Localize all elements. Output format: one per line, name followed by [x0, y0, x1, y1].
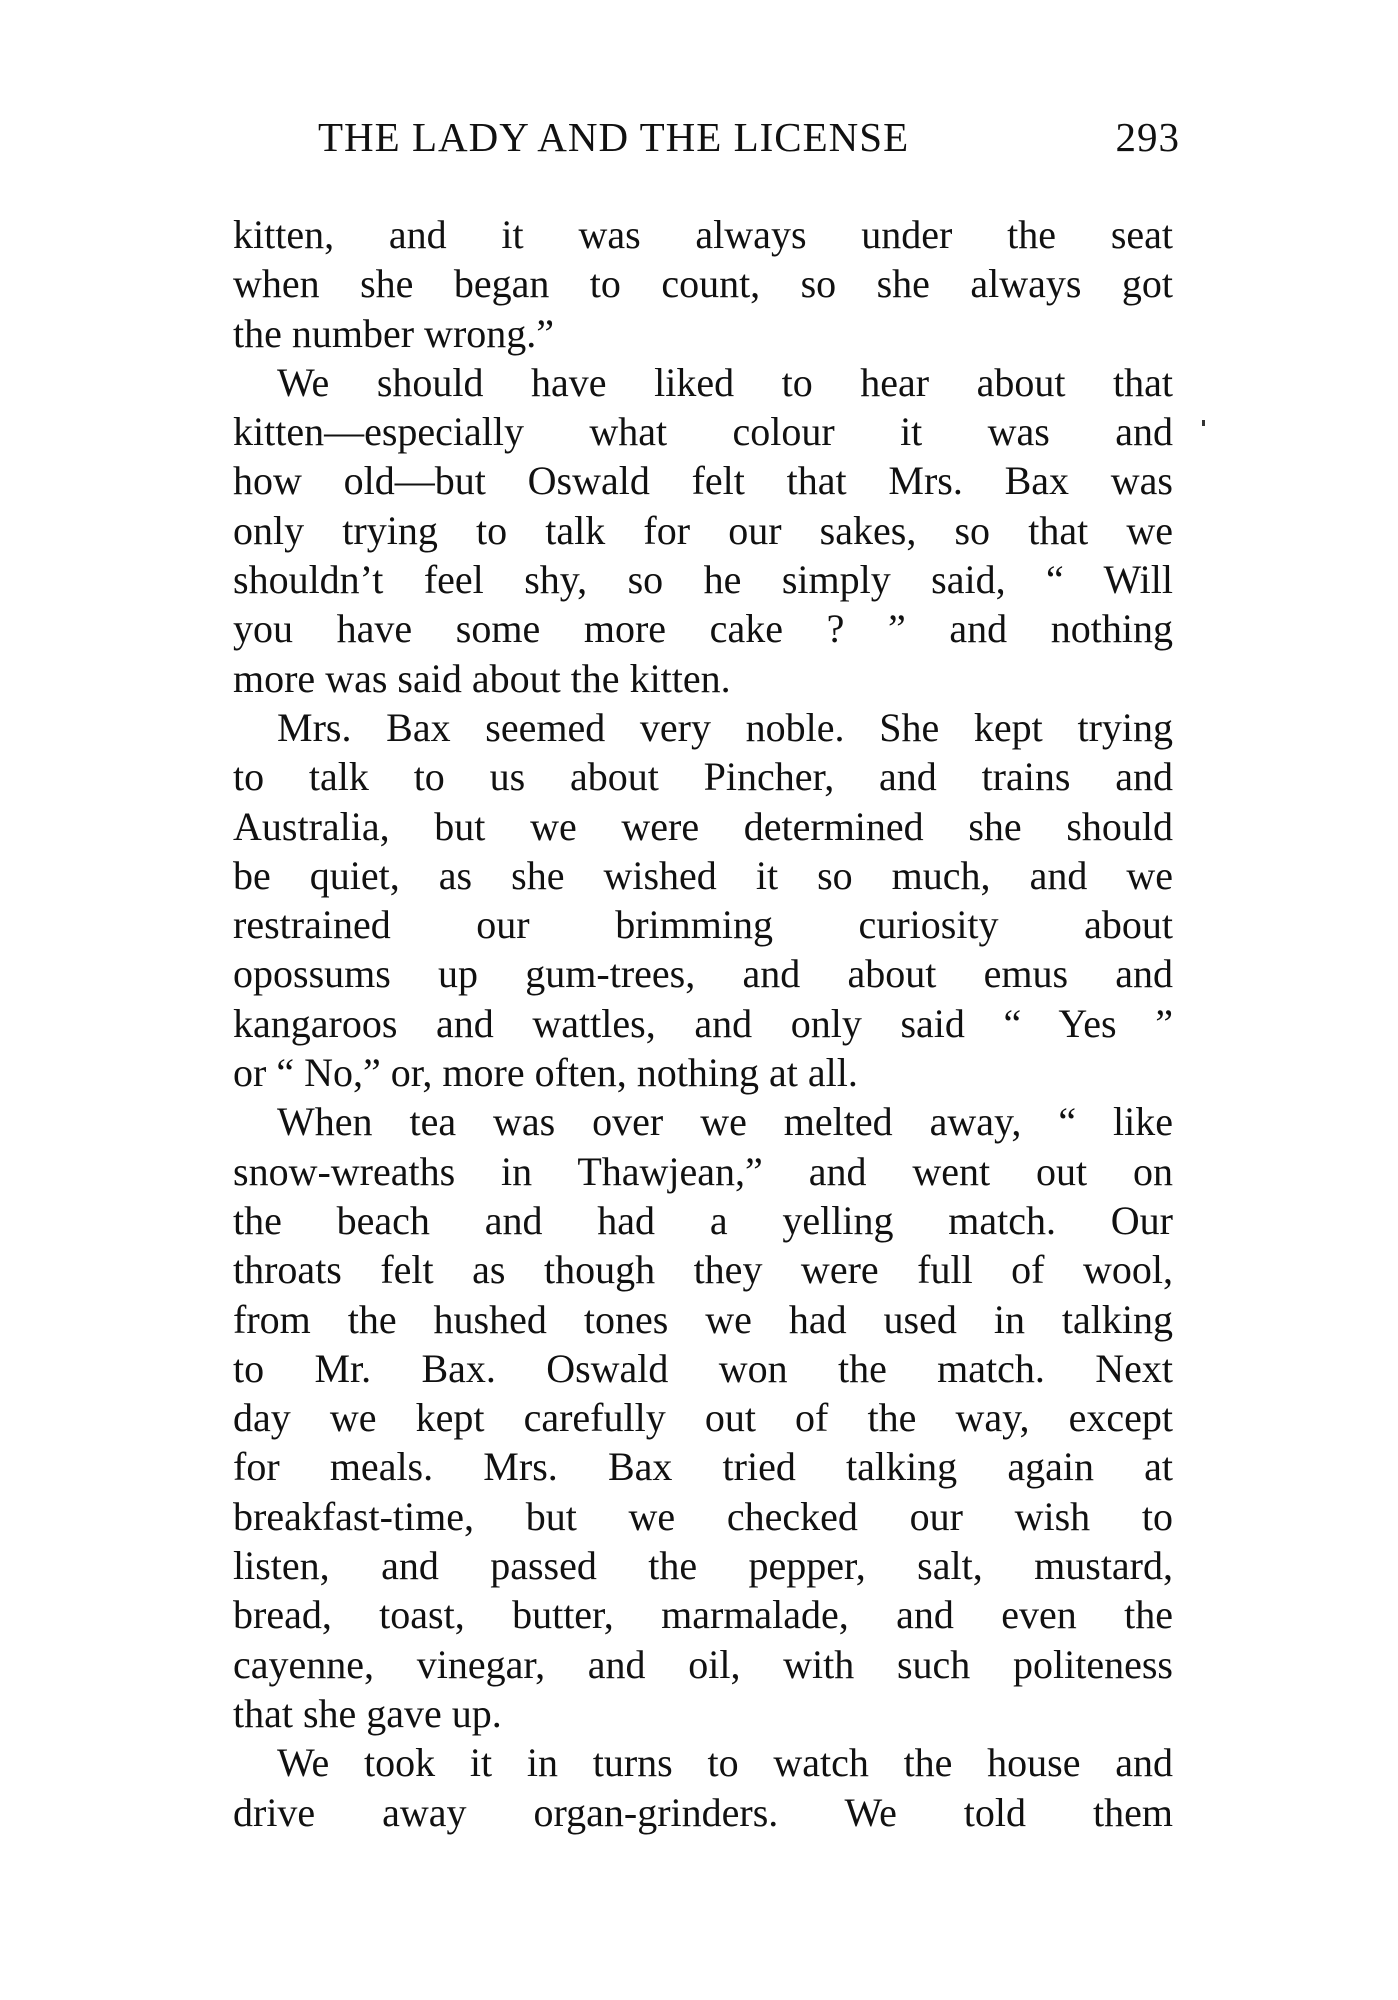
- text-line: day we kept carefully out of the way, except: [233, 1395, 1173, 1441]
- running-head: [318, 112, 1180, 162]
- text-line: opossums up gum-trees, and about emus and: [233, 951, 1173, 997]
- text-line: shouldn’t feel shy, so he simply said, “ Will: [233, 557, 1173, 603]
- text-line: for meals. Mrs. Bax tried talking again at: [233, 1444, 1173, 1490]
- text-line: from the hushed tones we had used in talking: [233, 1296, 1173, 1342]
- text-line: that she gave up.: [233, 1690, 502, 1736]
- text-line: more was said about the kitten.: [233, 655, 731, 701]
- text-line: the number wrong.”: [233, 310, 555, 356]
- running-head-title: THE LADY AND THE LICENSE: [318, 114, 910, 160]
- text-line: kitten, and it was always under the seat: [233, 212, 1173, 257]
- text-line: We took it in turns to watch the house and: [277, 1740, 1173, 1786]
- text-line: Australia, but we were determined she should: [233, 803, 1173, 849]
- text-line: you have some more cake ? ” and nothing: [233, 606, 1173, 652]
- text-line: drive away organ-grinders. We told them: [233, 1789, 1173, 1835]
- text-line: breakfast-time, but we checked our wish to: [233, 1493, 1173, 1539]
- text-line: listen, and passed the pepper, salt, mustard,: [233, 1543, 1173, 1589]
- text-line: We should have liked to hear about that: [277, 359, 1173, 405]
- text-line: snow-wreaths in Thawjean,” and went out on: [233, 1148, 1173, 1194]
- text-line: to talk to us about Pincher, and trains and: [233, 754, 1173, 800]
- text-line: to Mr. Bax. Oswald won the match. Next: [233, 1345, 1173, 1391]
- text-line: kangaroos and wattles, and only said “ Yes ”: [233, 1000, 1173, 1046]
- text-line: or “ No,” or, more often, nothing at all.: [233, 1050, 858, 1096]
- text-line: when she began to count, so she always got: [233, 261, 1173, 307]
- text-line: throats felt as though they were full of wool,: [233, 1247, 1173, 1293]
- text-line: only trying to talk for our sakes, so that we: [233, 507, 1173, 553]
- text-line: the beach and had a yelling match. Our: [233, 1197, 1173, 1243]
- text-line: kitten—especially what colour it was and: [233, 409, 1173, 455]
- page-number: 293: [1115, 114, 1180, 160]
- body-text: [233, 210, 1173, 1837]
- text-line: restrained our brimming curiosity about: [233, 902, 1173, 948]
- text-line: When tea was over we melted away, “ like: [277, 1099, 1173, 1145]
- text-line: cayenne, vinegar, and oil, with such politeness: [233, 1641, 1173, 1687]
- text-line: be quiet, as she wished it so much, and we: [233, 852, 1173, 898]
- text-line: bread, toast, butter, marmalade, and even the: [233, 1592, 1173, 1638]
- stray-print-mark: [1202, 420, 1205, 426]
- text-line: how old—but Oswald felt that Mrs. Bax was: [233, 458, 1173, 504]
- text-line: Mrs. Bax seemed very noble. She kept trying: [277, 704, 1173, 750]
